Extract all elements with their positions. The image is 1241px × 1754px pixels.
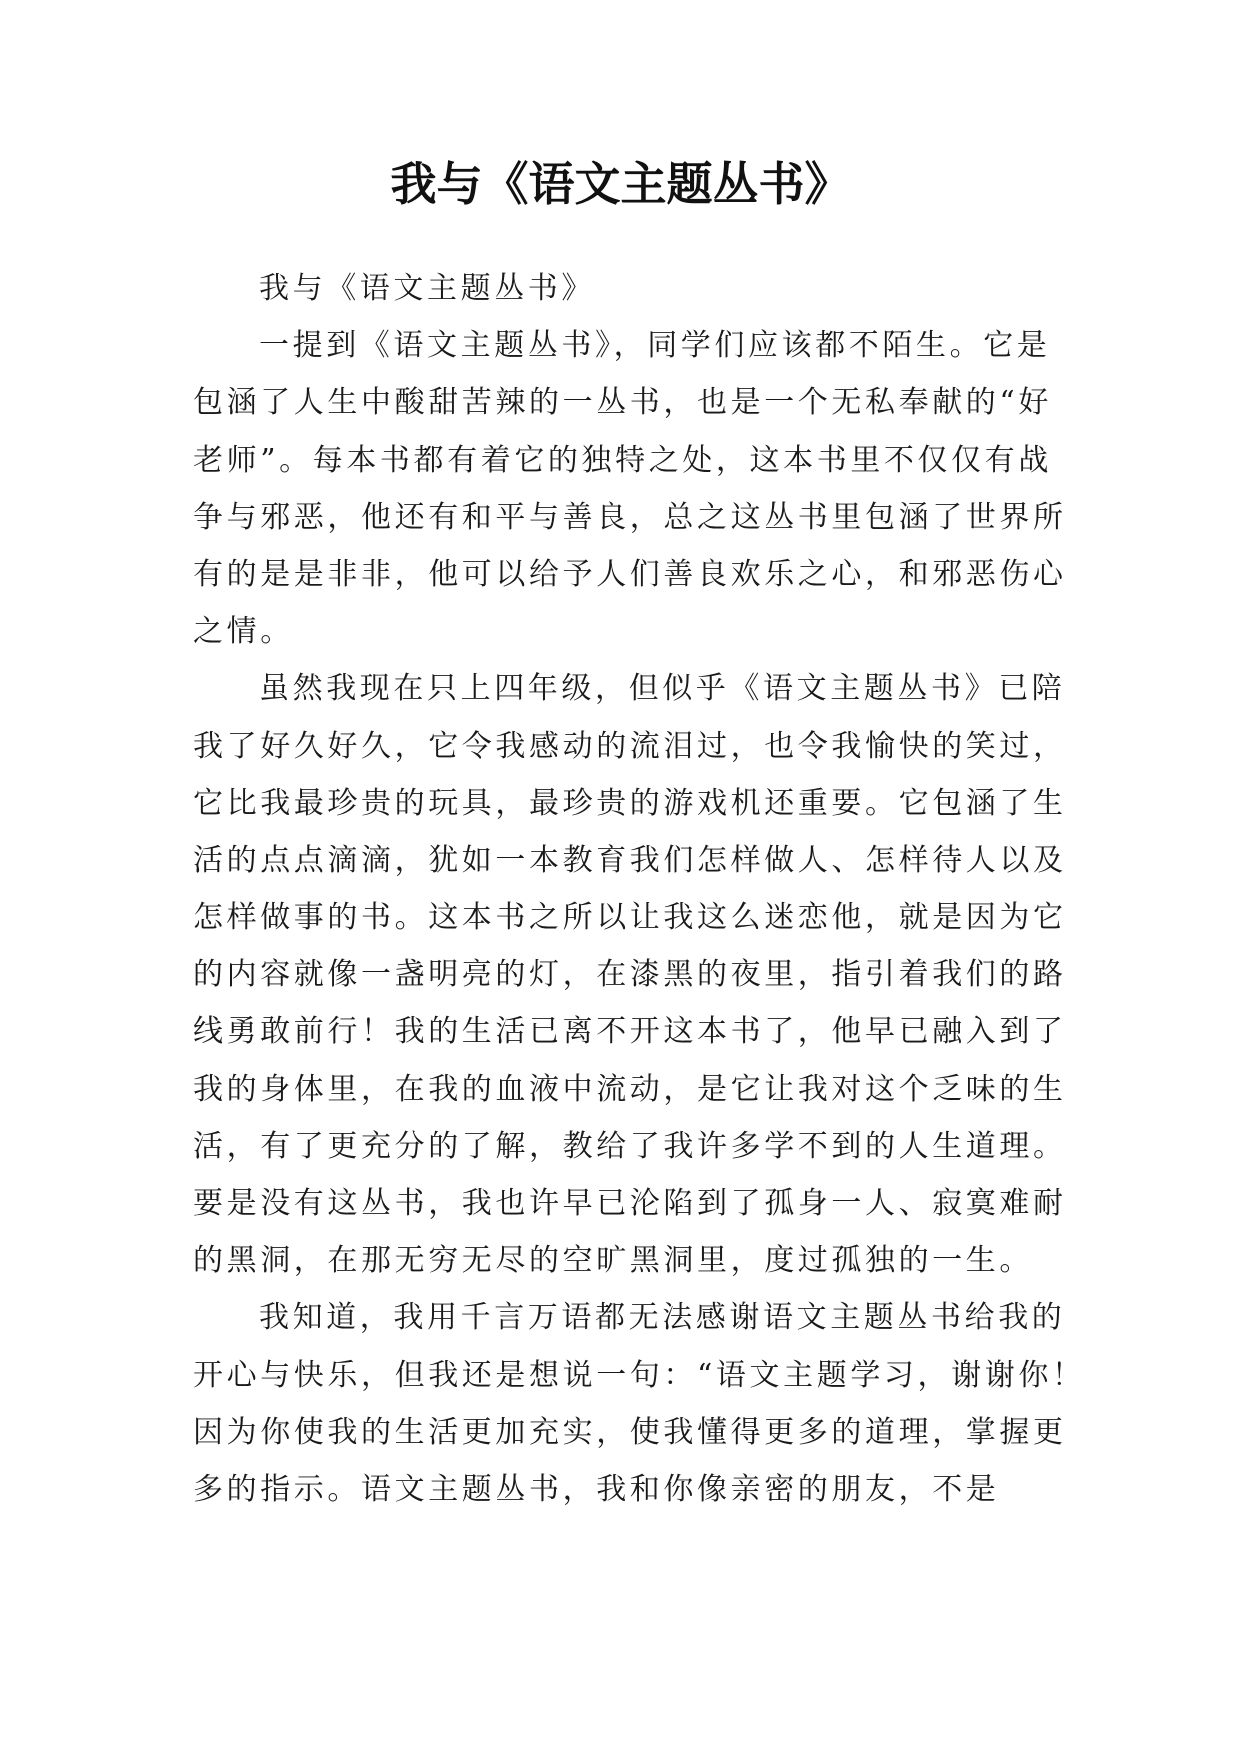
body-line: 我了好久好久，它令我感动的流泪过，也令我愉快的笑过， [193, 728, 1067, 764]
document-body [193, 260, 1086, 1518]
body-line: 要是没有这丛书，我也许早已沦陷到了孤身一人、寂寞难耐 [193, 1186, 1067, 1221]
body-line: 它比我最珍贵的玩具，最珍贵的游戏机还重要。它包涵了生 [193, 785, 1067, 821]
body-line: 开心与快乐，但我还是想说一句：“语文主题学习，谢谢你！ [193, 1357, 1086, 1393]
body-line: 老师”。每本书都有着它的独特之处，这本书里不仅仅有战 [193, 442, 1052, 478]
body-line: 怎样做事的书。这本书之所以让我这么迷恋他，就是因为它 [193, 900, 1067, 936]
body-line: 的内容就像一盏明亮的灯，在漆黑的夜里，指引着我们的路 [193, 957, 1067, 993]
body-line: 有的是是非非，他可以给予人们善良欢乐之心，和邪恶伤心 [193, 556, 1067, 592]
body-line: 多的指示。语文主题丛书，我和你像亲密的朋友，不是 [193, 1471, 1000, 1507]
body-line: 虽然我现在只上四年级，但似乎《语文主题丛书》已陪 [259, 671, 1066, 707]
body-line: 活，有了更充分的了解，教给了我许多学不到的人生道理。 [193, 1128, 1067, 1164]
body-line: 争与邪恶，他还有和平与善良，总之这丛书里包涵了世界所 [193, 499, 1067, 535]
body-line: 一提到《语文主题丛书》，同学们应该都不陌生。它是 [259, 328, 1051, 364]
body-line: 活的点点滴滴，犹如一本教育我们怎样做人、怎样待人以及 [193, 842, 1067, 878]
document-title: 我与《语文主题丛书》 [390, 157, 851, 211]
body-line: 我的身体里，在我的血液中流动，是它让我对这个乏味的生 [193, 1071, 1067, 1107]
body-line: 我知道，我用千言万语都无法感谢语文主题丛书给我的 [259, 1300, 1066, 1336]
body-line: 因为你使我的生活更加充实，使我懂得更多的道理，掌握更 [193, 1414, 1067, 1450]
body-line: 包涵了人生中酸甜苦辣的一丛书，也是一个无私奉献的“好 [193, 385, 1052, 421]
body-line: 线勇敢前行！我的生活已离不开这本书了，他早已融入到了 [193, 1014, 1067, 1050]
body-line: 我与《语文主题丛书》 [259, 271, 595, 306]
body-line: 的黑洞，在那无穷无尽的空旷黑洞里，度过孤独的一生。 [193, 1243, 1033, 1279]
body-line: 之情。 [193, 614, 294, 650]
